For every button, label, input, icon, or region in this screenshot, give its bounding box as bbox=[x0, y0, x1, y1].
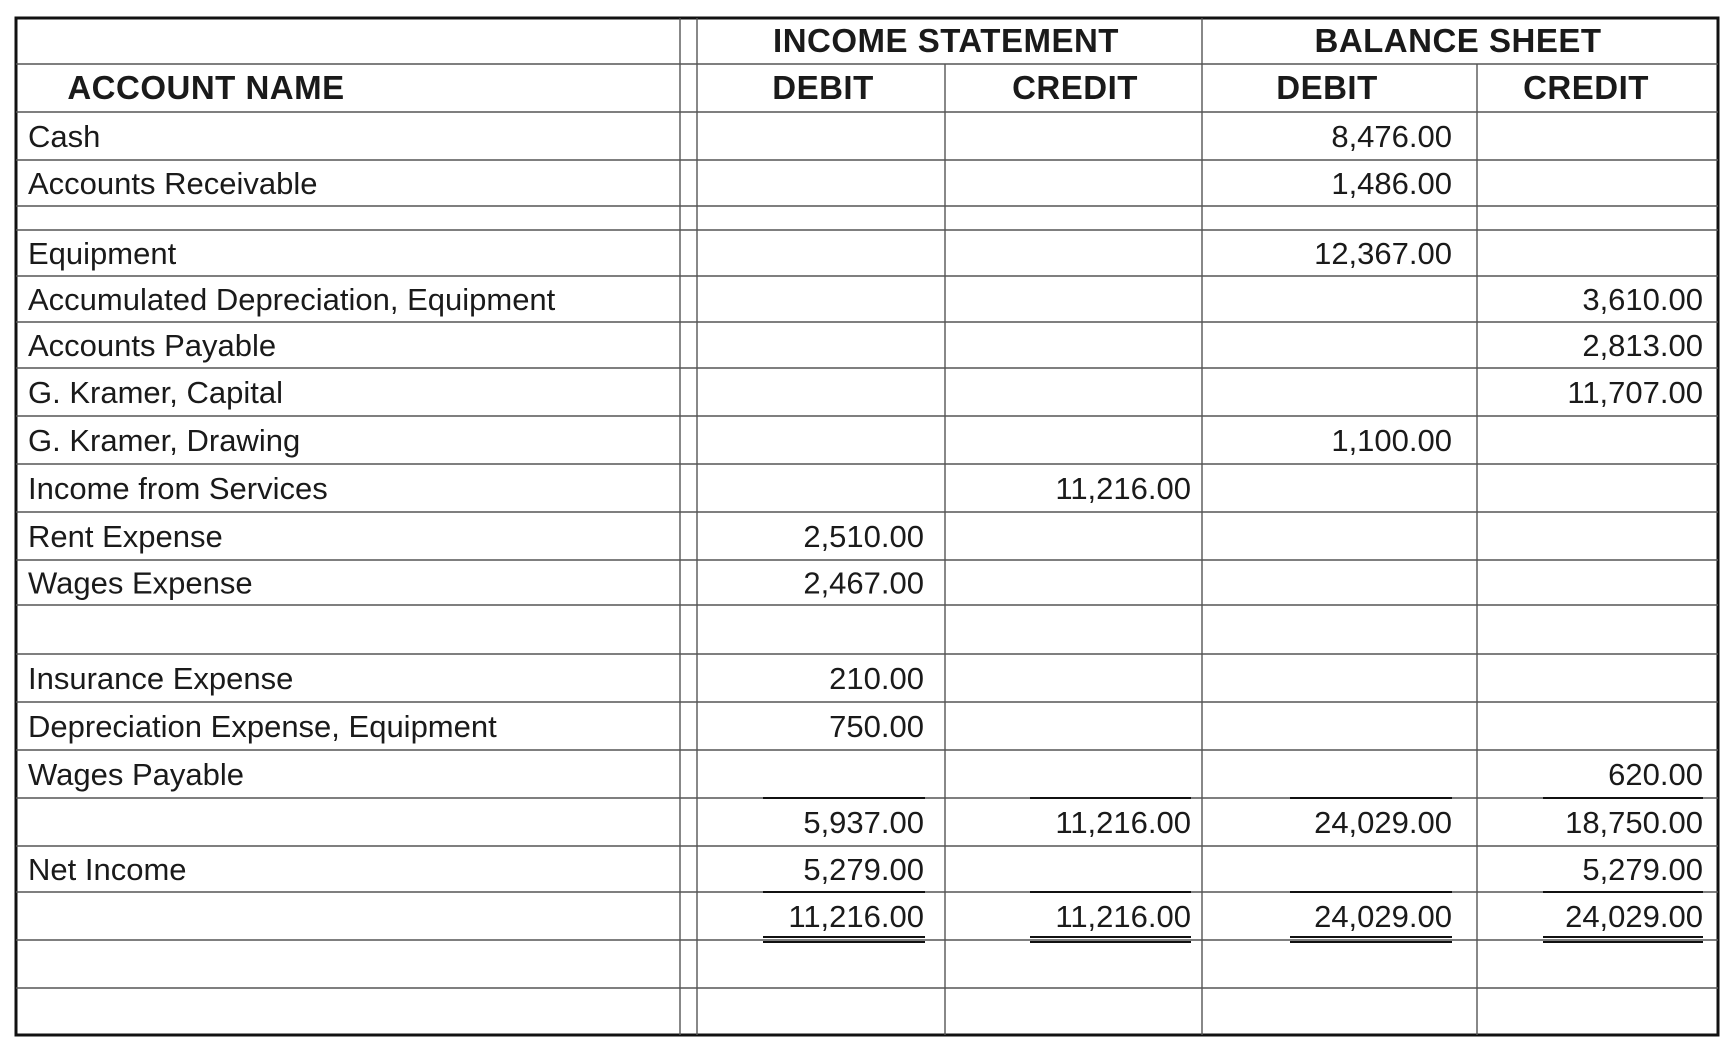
balance-sheet-heading: BALANCE SHEET bbox=[1314, 22, 1602, 59]
account-name-cell: Wages Payable bbox=[28, 757, 244, 792]
balance-credit-header: CREDIT bbox=[1523, 69, 1649, 106]
is-debit-cell: 11,216.00 bbox=[788, 899, 924, 934]
table-row bbox=[28, 282, 1703, 317]
table-row bbox=[28, 852, 1703, 887]
table-row bbox=[28, 423, 1452, 458]
account-name-cell: G. Kramer, Capital bbox=[28, 375, 283, 410]
table-row bbox=[28, 471, 1191, 506]
account-name-cell: G. Kramer, Drawing bbox=[28, 423, 301, 458]
bs-credit-cell: 18,750.00 bbox=[1565, 805, 1703, 840]
account-name-cell: Wages Expense bbox=[28, 565, 253, 601]
table-row bbox=[28, 757, 1703, 792]
is-credit-cell: 11,216.00 bbox=[1055, 899, 1191, 934]
table-row bbox=[803, 805, 1703, 840]
is-debit-cell: 5,279.00 bbox=[803, 852, 924, 887]
is-debit-cell: 5,937.00 bbox=[803, 805, 924, 840]
account-name-cell: Equipment bbox=[28, 236, 177, 271]
bs-debit-cell: 1,486.00 bbox=[1331, 166, 1452, 201]
bs-debit-cell: 12,367.00 bbox=[1314, 236, 1452, 271]
bs-credit-cell: 24,029.00 bbox=[1565, 899, 1703, 934]
bs-credit-cell: 11,707.00 bbox=[1567, 375, 1703, 410]
table-row bbox=[28, 709, 924, 744]
is-debit-cell: 750.00 bbox=[829, 709, 924, 744]
table-row bbox=[28, 166, 1452, 201]
income-debit-header: DEBIT bbox=[772, 69, 874, 106]
is-debit-cell: 2,510.00 bbox=[803, 519, 924, 554]
table-row bbox=[28, 119, 1452, 154]
is-credit-cell: 11,216.00 bbox=[1055, 471, 1191, 506]
bs-credit-cell: 620.00 bbox=[1608, 757, 1703, 792]
account-name-cell: Insurance Expense bbox=[28, 661, 294, 696]
table-row bbox=[28, 236, 1452, 271]
balance-debit-header: DEBIT bbox=[1276, 69, 1378, 106]
account-name-cell: Depreciation Expense, Equipment bbox=[28, 709, 497, 744]
table-row bbox=[28, 519, 924, 554]
account-name-cell: Net Income bbox=[28, 852, 187, 887]
account-name-cell: Cash bbox=[28, 119, 101, 154]
table-row bbox=[28, 375, 1703, 410]
table-rows bbox=[28, 119, 1703, 934]
account-name-cell: Accumulated Depreciation, Equipment bbox=[28, 282, 556, 317]
is-debit-cell: 2,467.00 bbox=[803, 565, 924, 601]
table-row bbox=[788, 899, 1703, 934]
bs-credit-cell: 2,813.00 bbox=[1582, 328, 1703, 363]
account-name-cell: Accounts Receivable bbox=[28, 166, 318, 201]
account-name-cell: Income from Services bbox=[28, 471, 328, 506]
table-row bbox=[28, 328, 1703, 363]
table-row bbox=[28, 566, 924, 601]
is-debit-cell: 210.00 bbox=[829, 661, 924, 696]
bs-debit-cell: 24,029.00 bbox=[1314, 899, 1452, 934]
income-credit-header: CREDIT bbox=[1012, 69, 1138, 106]
account-name-header: ACCOUNT NAME bbox=[67, 69, 345, 106]
bs-credit-cell: 3,610.00 bbox=[1582, 282, 1703, 317]
account-name-cell: Accounts Payable bbox=[28, 328, 277, 363]
bs-debit-cell: 24,029.00 bbox=[1314, 805, 1452, 840]
account-name-cell: Rent Expense bbox=[28, 519, 223, 554]
table-row bbox=[28, 661, 924, 696]
bs-credit-cell: 5,279.00 bbox=[1582, 852, 1703, 887]
is-credit-cell: 11,216.00 bbox=[1055, 805, 1191, 840]
bs-debit-cell: 1,100.00 bbox=[1331, 423, 1452, 458]
income-statement-heading: INCOME STATEMENT bbox=[773, 22, 1119, 59]
bs-debit-cell: 8,476.00 bbox=[1331, 119, 1452, 154]
